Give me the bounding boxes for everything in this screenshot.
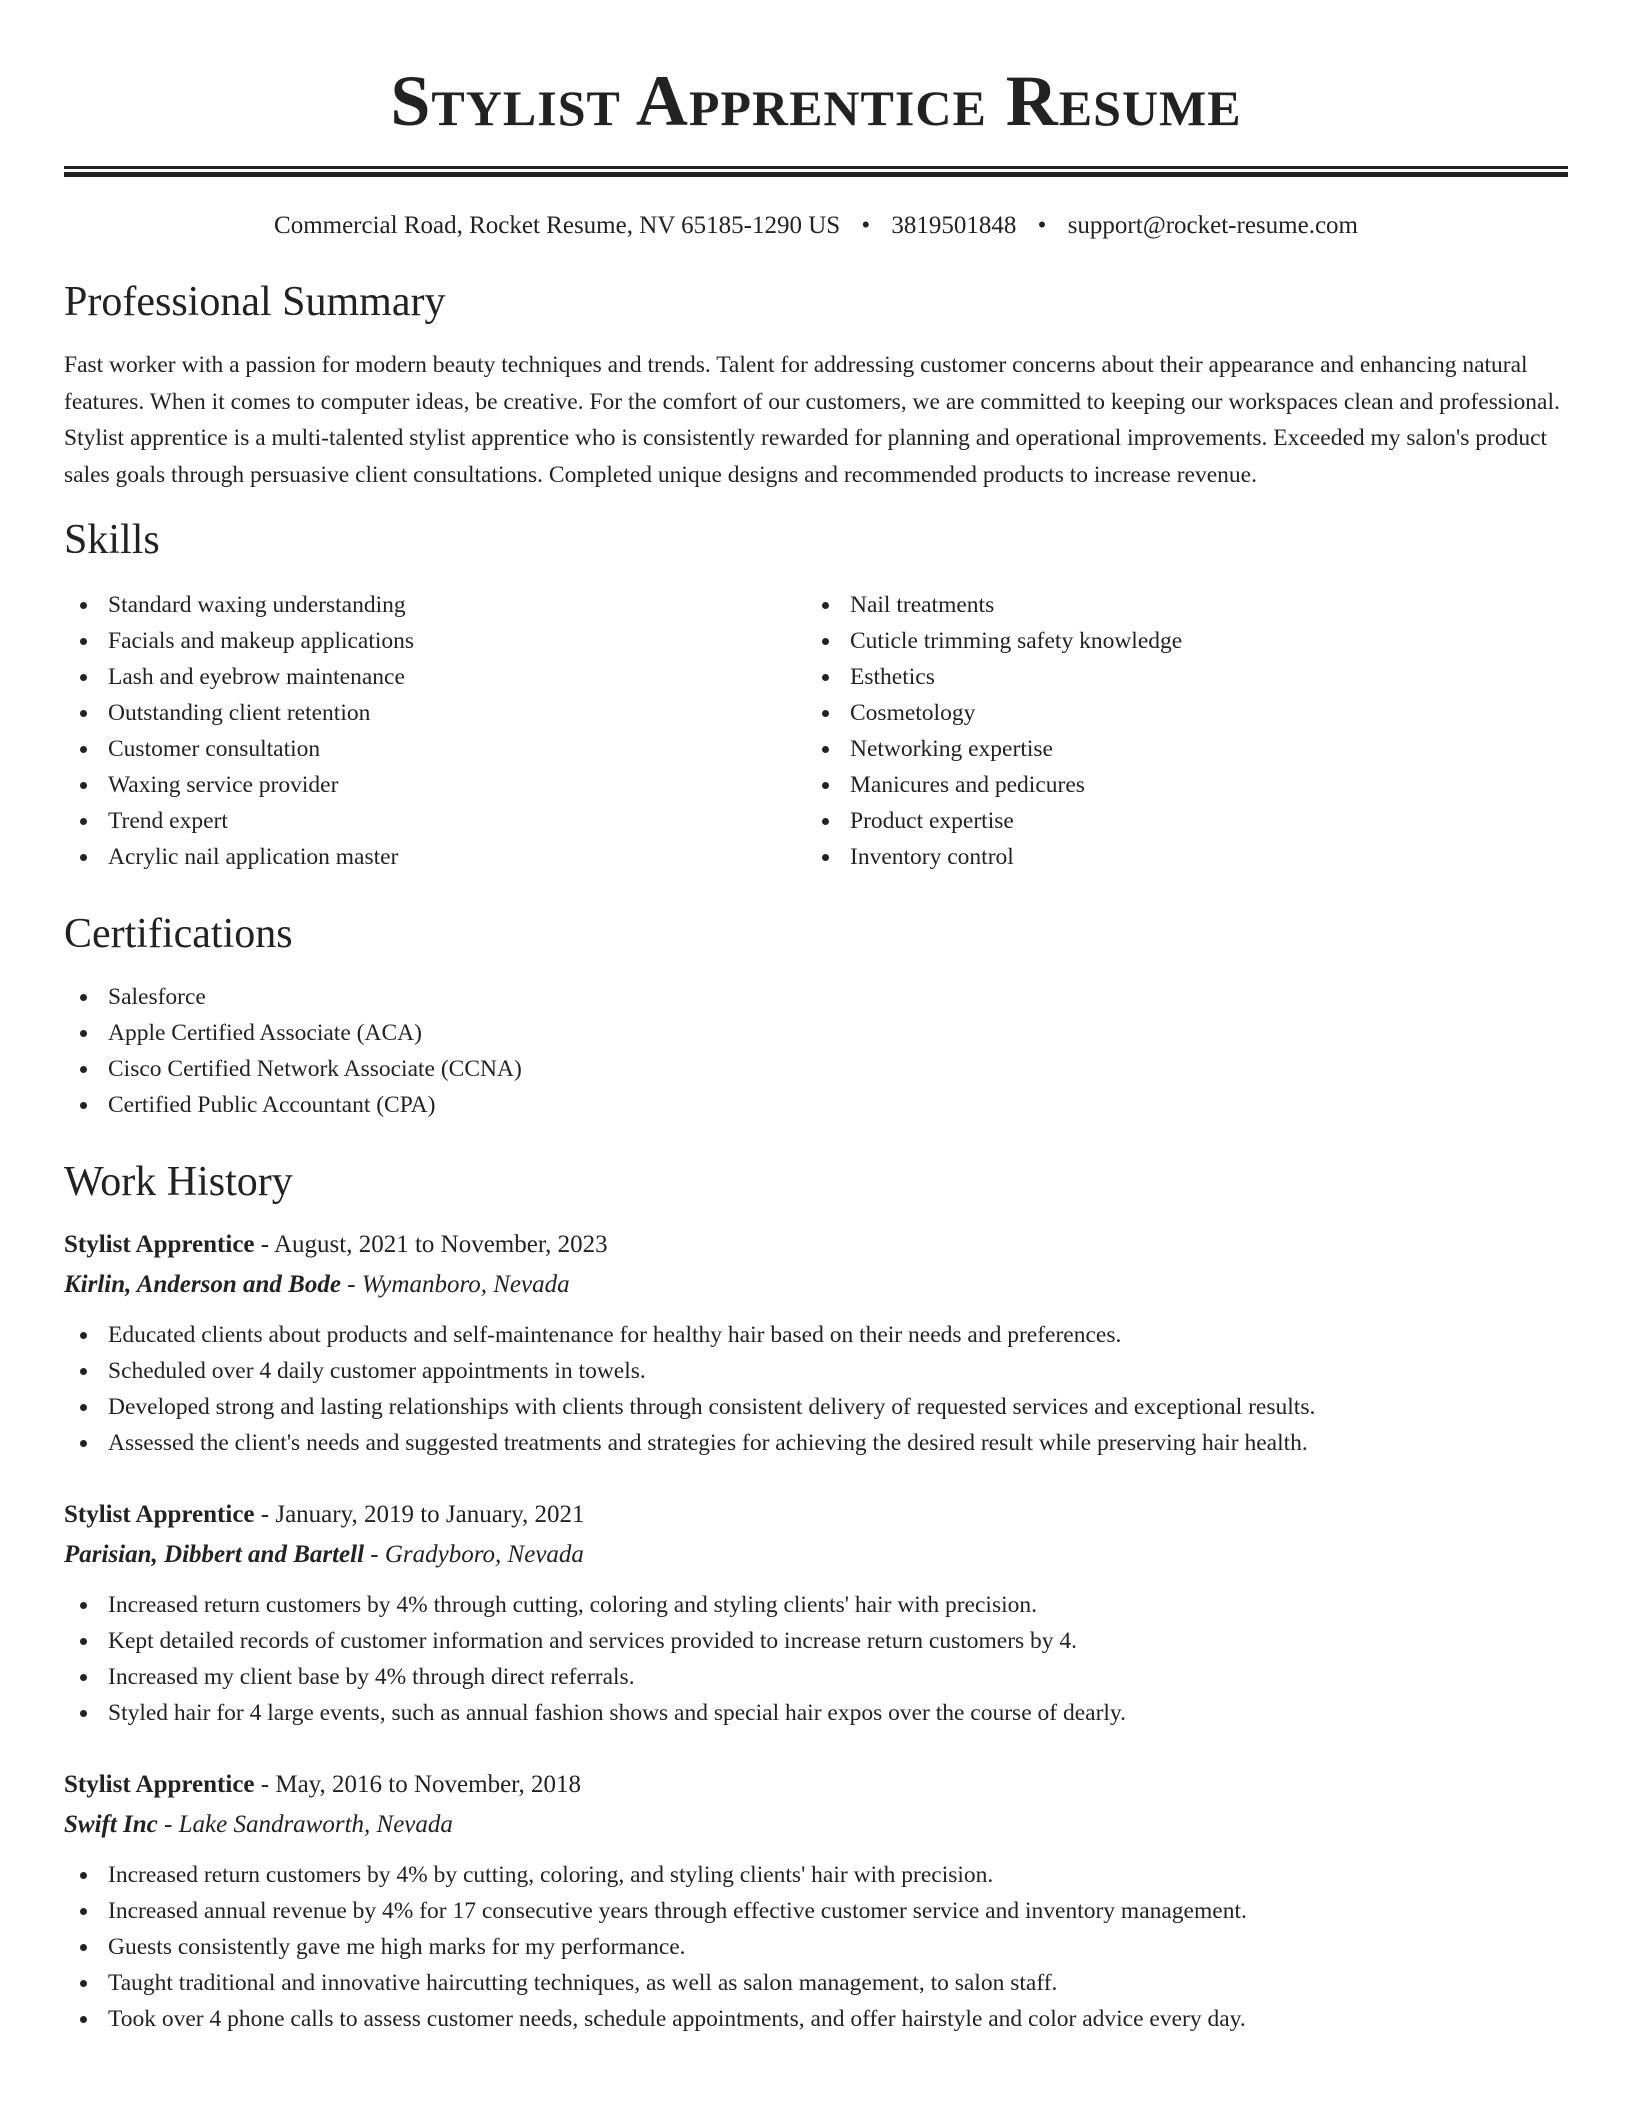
- job-bullet: Developed strong and lasting relationships with clients through consistent delivery of requested services and exceptional results.: [64, 1389, 1568, 1425]
- job-company-line: [64, 1265, 1568, 1305]
- skills-list-right: [806, 587, 1548, 875]
- skill-item: Nail treatments: [806, 587, 1548, 623]
- summary-heading: Professional Summary: [64, 279, 446, 325]
- contact-email: support@rocket-resume.com: [1067, 212, 1358, 239]
- job-title-line: [64, 1225, 1568, 1265]
- certification-item: Apple Certified Associate (ACA): [64, 1015, 1568, 1051]
- job-title: Stylist Apprentice: [64, 1501, 255, 1528]
- job-entry: [64, 1765, 1568, 2037]
- skill-item: Inventory control: [806, 839, 1548, 875]
- skill-item: Acrylic nail application master: [64, 839, 806, 875]
- skill-item: Waxing service provider: [64, 767, 806, 803]
- job-title: Stylist Apprentice: [64, 1771, 255, 1798]
- job-location: - Wymanboro, Nevada: [340, 1271, 570, 1298]
- job-company: Parisian, Dibbert and Bartell: [64, 1541, 365, 1568]
- job-location: - Lake Sandraworth, Nevada: [157, 1811, 453, 1838]
- skill-item: Outstanding client retention: [64, 695, 806, 731]
- contact-phone: 3819501848: [891, 212, 1017, 239]
- skill-item: Esthetics: [806, 659, 1548, 695]
- skill-item: Customer consultation: [64, 731, 806, 767]
- skill-item: Standard waxing understanding: [64, 587, 806, 623]
- summary-text: Fast worker with a passion for modern beauty techniques and trends. Talent for addressing customer concerns about their appearance and enhancing natural features. When it comes to computer ideas, be creative. For the comfort of our customers, we are committed to keeping our workspaces clean and professional. Stylist apprentice is a multi-talented stylist apprentice who is consistently rewarded for planning and operational improvements. Exceeded my salon's product sales goals through persuasive client consultations. Completed unique designs and recommended products to increase revenue.: [64, 352, 1560, 488]
- skill-item: Manicures and pedicures: [806, 767, 1548, 803]
- certifications-heading: Certifications: [64, 911, 293, 957]
- job-bullets: [64, 1317, 1568, 1461]
- skill-item: Cuticle trimming safety knowledge: [806, 623, 1548, 659]
- job-bullet: Taught traditional and innovative haircutting techniques, as well as salon management, to salon staff.: [64, 1965, 1568, 2001]
- skill-item: Lash and eyebrow maintenance: [64, 659, 806, 695]
- contact-line: [64, 211, 1568, 241]
- job-company: Kirlin, Anderson and Bode: [64, 1271, 341, 1298]
- job-company: Swift Inc: [64, 1811, 158, 1838]
- job-bullet: Increased my client base by 4% through direct referrals.: [64, 1659, 1568, 1695]
- job-title-line: [64, 1765, 1568, 1805]
- job-title-line: [64, 1495, 1568, 1535]
- job-dates: - January, 2019 to January, 2021: [254, 1501, 585, 1528]
- job-entry: [64, 1495, 1568, 1731]
- job-company-line: [64, 1805, 1568, 1845]
- job-bullet: Scheduled over 4 daily customer appointments in towels.: [64, 1353, 1568, 1389]
- skills-list-left: [64, 587, 806, 875]
- skill-item: Networking expertise: [806, 731, 1548, 767]
- job-bullet: Educated clients about products and self-maintenance for healthy hair based on their needs and preferences.: [64, 1317, 1568, 1353]
- job-bullet: Increased return customers by 4% by cutting, coloring, and styling clients' hair with precision.: [64, 1857, 1568, 1893]
- contact-separator: •: [861, 212, 871, 239]
- certification-item: Cisco Certified Network Associate (CCNA): [64, 1051, 1568, 1087]
- job-dates: - May, 2016 to November, 2018: [254, 1771, 582, 1798]
- contact-separator: •: [1037, 212, 1047, 239]
- job-bullet: Increased annual revenue by 4% for 17 consecutive years through effective customer service and inventory management.: [64, 1893, 1568, 1929]
- certification-item: Salesforce: [64, 979, 1568, 1015]
- skill-item: Cosmetology: [806, 695, 1548, 731]
- job-entry: [64, 1225, 1568, 1461]
- job-location: - Gradyboro, Nevada: [364, 1541, 584, 1568]
- job-title: Stylist Apprentice: [64, 1231, 255, 1258]
- certification-item: Certified Public Accountant (CPA): [64, 1087, 1568, 1123]
- job-bullet: Assessed the client's needs and suggested treatments and strategies for achieving the desired result while preserving hair health.: [64, 1425, 1568, 1461]
- job-bullet: Styled hair for 4 large events, such as annual fashion shows and special hair expos over the course of dearly.: [64, 1695, 1568, 1731]
- job-dates: - August, 2021 to November, 2023: [254, 1231, 608, 1258]
- work-history-heading: Work History: [64, 1159, 293, 1205]
- skills-heading: Skills: [64, 517, 160, 563]
- contact-address: Commercial Road, Rocket Resume, NV 65185-1290 US: [274, 212, 841, 239]
- skill-item: Facials and makeup applications: [64, 623, 806, 659]
- job-bullets: [64, 1857, 1568, 2037]
- resume-title: Stylist Apprentice Resume: [390, 61, 1242, 141]
- title-double-rule: [64, 166, 1568, 177]
- certifications-list: [64, 979, 1568, 1123]
- skill-item: Trend expert: [64, 803, 806, 839]
- skill-item: Product expertise: [806, 803, 1548, 839]
- job-bullet: Guests consistently gave me high marks for my performance.: [64, 1929, 1568, 1965]
- skills-columns: [64, 587, 1568, 875]
- job-bullet: Kept detailed records of customer information and services provided to increase return customers by 4.: [64, 1623, 1568, 1659]
- job-bullets: [64, 1587, 1568, 1731]
- job-company-line: [64, 1535, 1568, 1575]
- job-bullet: Increased return customers by 4% through cutting, coloring and styling clients' hair with precision.: [64, 1587, 1568, 1623]
- job-bullet: Took over 4 phone calls to assess customer needs, schedule appointments, and offer hairstyle and color advice every day.: [64, 2001, 1568, 2037]
